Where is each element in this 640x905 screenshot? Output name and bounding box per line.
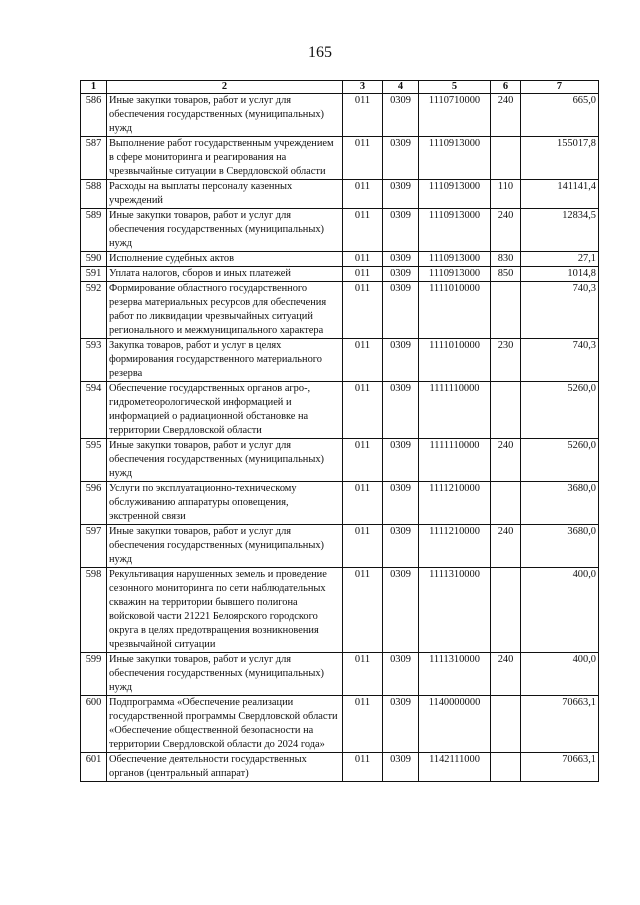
row-ministry-code: 011 xyxy=(343,209,383,252)
page-number: 165 xyxy=(308,44,332,61)
row-ministry-code: 011 xyxy=(343,753,383,782)
row-name: Обеспечение деятельности государственных органов (центральный аппарат) xyxy=(107,753,343,782)
row-section-code: 0309 xyxy=(383,267,419,282)
header-col-6: 6 xyxy=(491,81,521,94)
row-ministry-code: 011 xyxy=(343,180,383,209)
row-ministry-code: 011 xyxy=(343,696,383,753)
header-col-5: 5 xyxy=(419,81,491,94)
table-row xyxy=(81,267,599,282)
table-row xyxy=(81,209,599,252)
row-sum: 400,0 xyxy=(521,653,599,696)
row-sum: 27,1 xyxy=(521,252,599,267)
row-ministry-code: 011 xyxy=(343,282,383,339)
row-expense-kind xyxy=(491,753,521,782)
row-expense-kind: 240 xyxy=(491,653,521,696)
row-expense-kind: 240 xyxy=(491,525,521,568)
row-target-code: 1110913000 xyxy=(419,209,491,252)
header-col-3: 3 xyxy=(343,81,383,94)
row-ministry-code: 011 xyxy=(343,439,383,482)
row-target-code: 1110710000 xyxy=(419,94,491,137)
row-expense-kind: 110 xyxy=(491,180,521,209)
row-target-code: 1111010000 xyxy=(419,339,491,382)
row-name: Иные закупки товаров, работ и услуг для обеспечения государственных (муниципальных) нужд xyxy=(107,525,343,568)
table-row xyxy=(81,753,599,782)
row-ministry-code: 011 xyxy=(343,525,383,568)
row-ministry-code: 011 xyxy=(343,482,383,525)
row-number: 599 xyxy=(81,653,107,696)
row-name: Услуги по эксплуатационно-техническому обслуживанию аппаратуры оповещения, экстренной связи xyxy=(107,482,343,525)
header-col-1: 1 xyxy=(81,81,107,94)
table-row xyxy=(81,382,599,439)
header-col-4: 4 xyxy=(383,81,419,94)
row-expense-kind: 240 xyxy=(491,209,521,252)
row-sum: 5260,0 xyxy=(521,382,599,439)
row-expense-kind: 230 xyxy=(491,339,521,382)
row-sum: 665,0 xyxy=(521,94,599,137)
table-row xyxy=(81,696,599,753)
header-row xyxy=(81,81,599,94)
row-ministry-code: 011 xyxy=(343,382,383,439)
row-number: 586 xyxy=(81,94,107,137)
row-target-code: 1110913000 xyxy=(419,180,491,209)
header-col-2: 2 xyxy=(107,81,343,94)
row-ministry-code: 011 xyxy=(343,94,383,137)
table-row xyxy=(81,525,599,568)
row-name: Расходы на выплаты персоналу казенных учреждений xyxy=(107,180,343,209)
table-row xyxy=(81,482,599,525)
row-name: Обеспечение государственных органов агро-, гидрометеорологической информацией и информацией о радиационной обстановке на территории Свердловской области xyxy=(107,382,343,439)
budget-table xyxy=(80,80,599,782)
row-expense-kind: 830 xyxy=(491,252,521,267)
row-target-code: 1140000000 xyxy=(419,696,491,753)
row-section-code: 0309 xyxy=(383,252,419,267)
row-section-code: 0309 xyxy=(383,137,419,180)
row-number: 590 xyxy=(81,252,107,267)
row-ministry-code: 011 xyxy=(343,267,383,282)
table-row xyxy=(81,439,599,482)
row-target-code: 1111310000 xyxy=(419,653,491,696)
row-target-code: 1111010000 xyxy=(419,282,491,339)
row-number: 591 xyxy=(81,267,107,282)
row-sum: 141141,4 xyxy=(521,180,599,209)
row-number: 596 xyxy=(81,482,107,525)
row-sum: 3680,0 xyxy=(521,525,599,568)
row-name: Формирование областного государственного резерва материальных ресурсов для обеспечения работ по ликвидации чрезвычайных ситуаций регионального и межмуниципального характера xyxy=(107,282,343,339)
row-section-code: 0309 xyxy=(383,382,419,439)
row-number: 600 xyxy=(81,696,107,753)
row-ministry-code: 011 xyxy=(343,568,383,653)
table-row xyxy=(81,180,599,209)
row-name: Подпрограмма «Обеспечение реализации государственной программы Свердловской области «Обеспечение общественной безопасности на территории Свердловской области до 2024 года» xyxy=(107,696,343,753)
row-ministry-code: 011 xyxy=(343,252,383,267)
row-sum: 3680,0 xyxy=(521,482,599,525)
row-section-code: 0309 xyxy=(383,439,419,482)
row-expense-kind xyxy=(491,282,521,339)
row-section-code: 0309 xyxy=(383,282,419,339)
row-sum: 155017,8 xyxy=(521,137,599,180)
row-target-code: 1110913000 xyxy=(419,267,491,282)
row-target-code: 1111310000 xyxy=(419,568,491,653)
row-ministry-code: 011 xyxy=(343,137,383,180)
row-expense-kind: 240 xyxy=(491,439,521,482)
row-expense-kind: 240 xyxy=(491,94,521,137)
row-name: Уплата налогов, сборов и иных платежей xyxy=(107,267,343,282)
row-sum: 70663,1 xyxy=(521,696,599,753)
row-section-code: 0309 xyxy=(383,525,419,568)
row-section-code: 0309 xyxy=(383,180,419,209)
row-target-code: 1110913000 xyxy=(419,137,491,180)
row-target-code: 1110913000 xyxy=(419,252,491,267)
row-number: 597 xyxy=(81,525,107,568)
table-row xyxy=(81,653,599,696)
row-section-code: 0309 xyxy=(383,209,419,252)
row-section-code: 0309 xyxy=(383,482,419,525)
row-sum: 5260,0 xyxy=(521,439,599,482)
row-name: Исполнение судебных актов xyxy=(107,252,343,267)
row-target-code: 1111210000 xyxy=(419,525,491,568)
table-row xyxy=(81,568,599,653)
row-sum: 740,3 xyxy=(521,282,599,339)
row-sum: 1014,8 xyxy=(521,267,599,282)
row-target-code: 1111210000 xyxy=(419,482,491,525)
row-number: 589 xyxy=(81,209,107,252)
row-expense-kind: 850 xyxy=(491,267,521,282)
row-expense-kind xyxy=(491,137,521,180)
row-name: Иные закупки товаров, работ и услуг для обеспечения государственных (муниципальных) нужд xyxy=(107,439,343,482)
row-ministry-code: 011 xyxy=(343,653,383,696)
row-target-code: 1111110000 xyxy=(419,439,491,482)
table-row xyxy=(81,137,599,180)
row-target-code: 1111110000 xyxy=(419,382,491,439)
row-number: 598 xyxy=(81,568,107,653)
row-name: Иные закупки товаров, работ и услуг для обеспечения государственных (муниципальных) нужд xyxy=(107,209,343,252)
row-section-code: 0309 xyxy=(383,339,419,382)
row-name: Закупка товаров, работ и услуг в целях формирования государственного материального резерва xyxy=(107,339,343,382)
row-number: 593 xyxy=(81,339,107,382)
row-name: Иные закупки товаров, работ и услуг для обеспечения государственных (муниципальных) нужд xyxy=(107,653,343,696)
row-sum: 70663,1 xyxy=(521,753,599,782)
row-ministry-code: 011 xyxy=(343,339,383,382)
row-sum: 400,0 xyxy=(521,568,599,653)
row-target-code: 1142111000 xyxy=(419,753,491,782)
row-name: Рекультивация нарушенных земель и проведение сезонного мониторинга по сети наблюдательных скважин на территории бывшего полигона войсковой части 21221 Белоярского городского округа в целях предотвращения возникновения чрезвычайной ситуации xyxy=(107,568,343,653)
row-expense-kind xyxy=(491,382,521,439)
row-section-code: 0309 xyxy=(383,753,419,782)
row-name: Иные закупки товаров, работ и услуг для обеспечения государственных (муниципальных) нужд xyxy=(107,94,343,137)
table-row xyxy=(81,94,599,137)
row-number: 592 xyxy=(81,282,107,339)
row-sum: 12834,5 xyxy=(521,209,599,252)
table-row xyxy=(81,339,599,382)
row-section-code: 0309 xyxy=(383,696,419,753)
table-row xyxy=(81,252,599,267)
row-number: 594 xyxy=(81,382,107,439)
row-number: 588 xyxy=(81,180,107,209)
row-name: Выполнение работ государственным учреждением в сфере мониторинга и реагирования на чрезвычайные ситуации в Свердловской области xyxy=(107,137,343,180)
header-col-7: 7 xyxy=(521,81,599,94)
row-expense-kind xyxy=(491,482,521,525)
row-section-code: 0309 xyxy=(383,94,419,137)
row-section-code: 0309 xyxy=(383,568,419,653)
row-expense-kind xyxy=(491,696,521,753)
table-row xyxy=(81,282,599,339)
row-number: 587 xyxy=(81,137,107,180)
row-number: 601 xyxy=(81,753,107,782)
row-section-code: 0309 xyxy=(383,653,419,696)
row-expense-kind xyxy=(491,568,521,653)
row-sum: 740,3 xyxy=(521,339,599,382)
row-number: 595 xyxy=(81,439,107,482)
